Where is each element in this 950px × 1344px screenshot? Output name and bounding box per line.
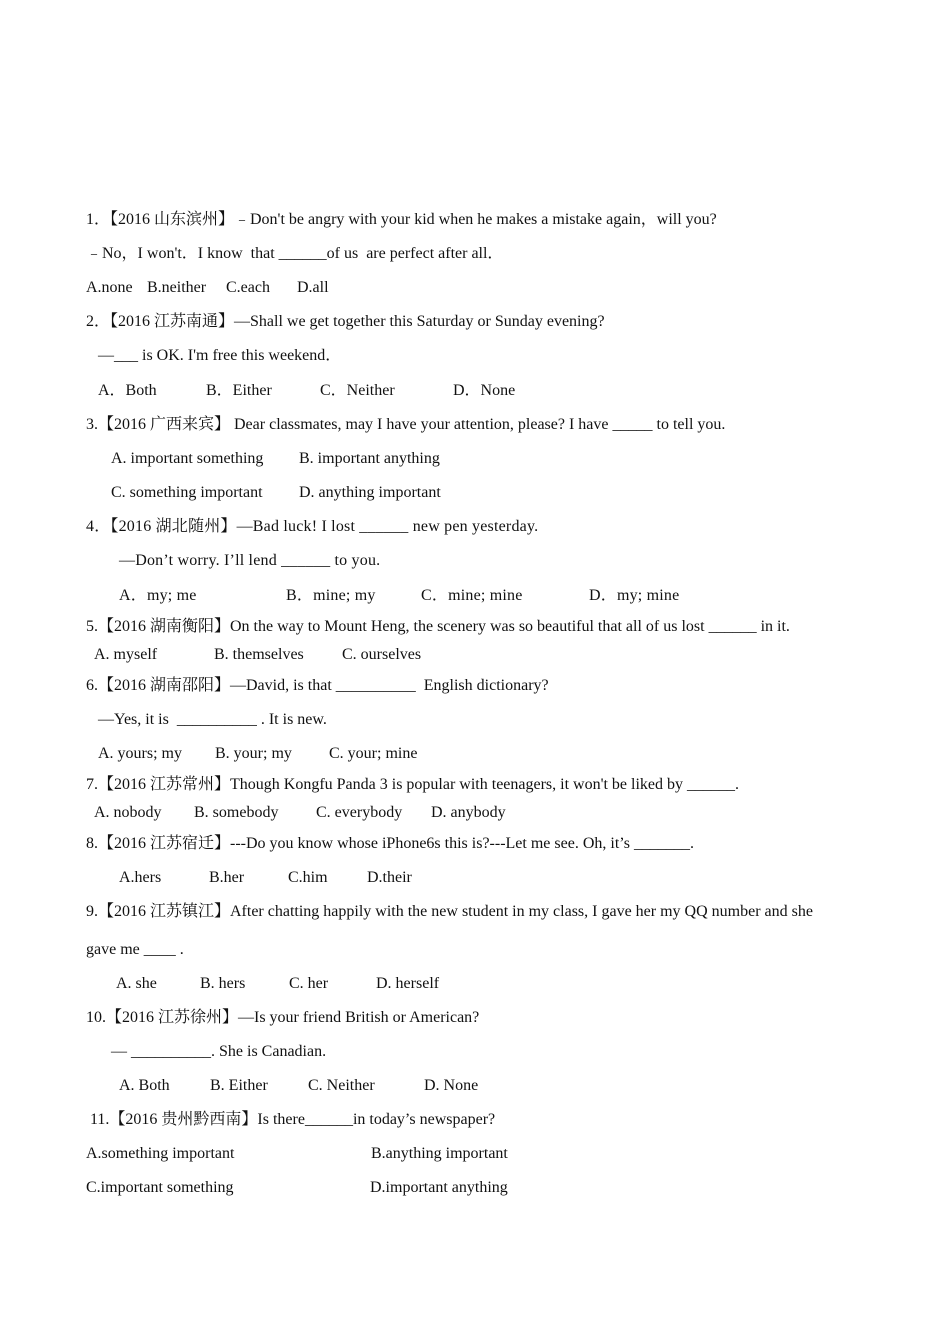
question-5-stem: 5.【2016 湖南衡阳】On the way to Mount Heng, the scenery was so beautiful that all of us lost ______ in it. — [86, 618, 790, 635]
q1-option-d: D.all — [297, 279, 329, 296]
q5-option-c: C. ourselves — [342, 646, 422, 663]
question-1-stem: 1．【2016 山东滨州】﹣Don't be angry with your kid when he makes a mistake again，will you? — [86, 211, 717, 228]
question-9-continued: gave me ____ . — [86, 941, 184, 958]
q7-option-a: A. nobody — [94, 804, 162, 821]
q8-option-a: A.hers — [119, 869, 162, 886]
q6-option-b: B. your; my — [215, 745, 292, 762]
question-7-stem: 7.【2016 江苏常州】Though Kongfu Panda 3 is popular with teenagers, it won't be liked by ______. — [86, 776, 740, 793]
q6-option-a: A. yours; my — [98, 745, 182, 762]
q9-option-d: D. herself — [376, 975, 440, 992]
question-1-response: ﹣No，I won't．I know that ______of us are perfect after all． — [86, 245, 504, 262]
q9-option-b: B. hers — [200, 975, 246, 992]
q7-option-b: B. somebody — [194, 804, 279, 821]
q10-option-a: A. Both — [119, 1077, 170, 1094]
question-8-stem: 8.【2016 江苏宿迁】---Do you know whose iPhone6s this is?---Let me see. Oh, it’s _______. — [86, 835, 694, 852]
q11-option-a: A.something important — [86, 1145, 235, 1162]
question-9-stem: 9.【2016 江苏镇江】After chatting happily with the new student in my class, I gave her my QQ number and she — [86, 903, 813, 920]
q4-option-b: B．mine; my — [286, 587, 376, 604]
q8-option-d: D.their — [367, 869, 412, 886]
q9-option-a: A. she — [116, 975, 157, 992]
q4-option-c: C．mine; mine — [421, 587, 523, 604]
question-10-stem: 10.【2016 江苏徐州】—Is your friend British or American? — [86, 1009, 480, 1026]
q4-option-a: A．my; me — [119, 587, 197, 604]
question-6-stem: 6.【2016 湖南邵阳】—David, is that __________ English dictionary? — [86, 677, 549, 694]
q8-option-b: B.her — [209, 869, 245, 886]
q11-option-c: C.important something — [86, 1179, 234, 1196]
q11-option-d: D.important anything — [370, 1179, 508, 1196]
q2-option-b: B．Either — [206, 382, 272, 399]
q3-option-b: B. important anything — [299, 450, 440, 467]
q3-option-c: C. something important — [111, 484, 263, 501]
question-6-response: —Yes, it is __________ . It is new. — [98, 711, 327, 728]
q10-option-b: B. Either — [210, 1077, 268, 1094]
q9-option-c: C. her — [289, 975, 329, 992]
q3-option-a: A. important something — [111, 450, 264, 467]
q2-option-c: C．Neither — [320, 382, 395, 399]
q3-option-d: D. anything important — [299, 484, 441, 501]
q7-option-c: C. everybody — [316, 804, 403, 821]
q1-option-b: B.neither — [147, 279, 207, 296]
question-11-stem: 11.【2016 贵州黔西南】Is there______in today’s newspaper? — [90, 1111, 496, 1128]
q8-option-c: C.him — [288, 869, 328, 886]
q5-option-a: A. myself — [94, 646, 158, 663]
question-2-stem: 2．【2016 江苏南通】—Shall we get together this Saturday or Sunday evening? — [86, 313, 605, 330]
question-4-response: —Don’t worry. I’ll lend ______ to you. — [119, 552, 381, 569]
q2-option-a: A．Both — [98, 382, 157, 399]
q6-option-c: C. your; mine — [329, 745, 418, 762]
question-3-stem: 3.【2016 广西来宾】 Dear classmates, may I have your attention, please? I have _____ to tell you. — [86, 416, 726, 433]
q11-option-b: B.anything important — [371, 1145, 508, 1162]
q4-option-d: D．my; mine — [589, 587, 680, 604]
q5-option-b: B. themselves — [214, 646, 304, 663]
question-2-response: —___ is OK. I'm free this weekend． — [98, 347, 342, 364]
q1-option-c: C.each — [226, 279, 270, 296]
question-4-stem: 4．【2016 湖北随州】—Bad luck! I lost ______ new pen yesterday. — [86, 518, 539, 535]
q7-option-d: D. anybody — [431, 804, 506, 821]
question-10-response: — __________. She is Canadian. — [111, 1043, 327, 1060]
q10-option-d: D. None — [424, 1077, 479, 1094]
q2-option-d: D．None — [453, 382, 516, 399]
q10-option-c: C. Neither — [308, 1077, 375, 1094]
q1-option-a: A.none — [86, 279, 133, 296]
